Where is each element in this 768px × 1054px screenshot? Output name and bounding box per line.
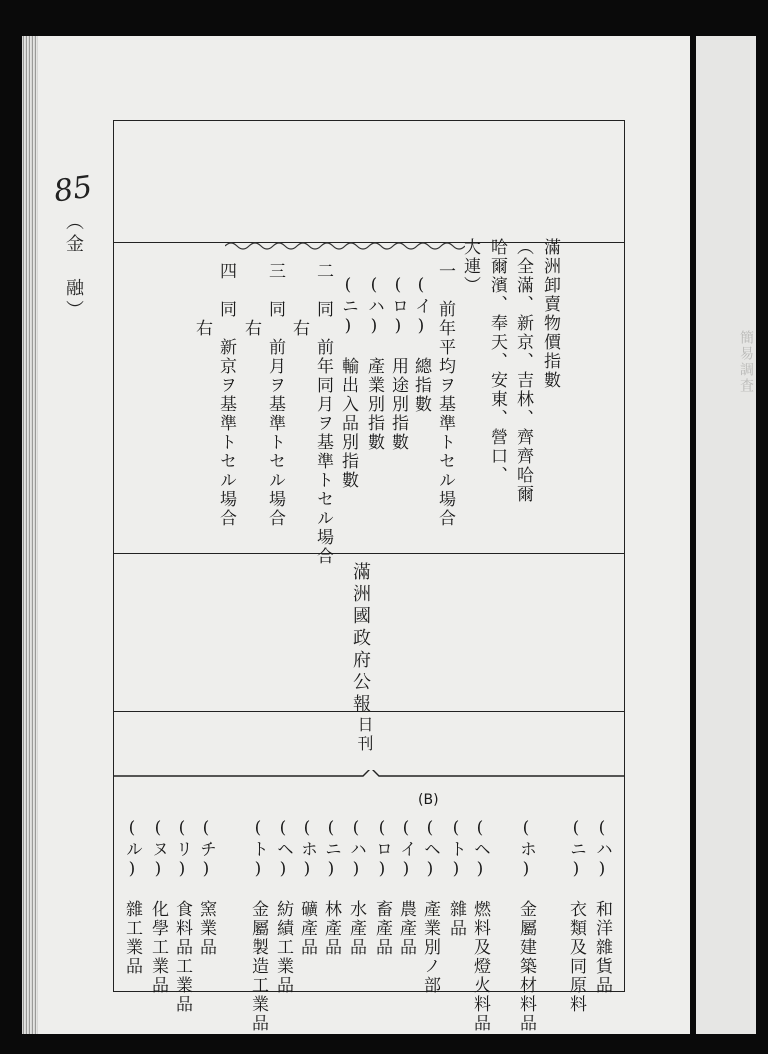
adjacent-page-text: 簡易調査 [738, 330, 754, 394]
b-item-6: (ヘ) 產業別ノ部 [420, 818, 440, 995]
source-publication: 滿洲國政府公報 [350, 562, 371, 716]
b-item-3: (ホ) 金屬建築材料品 [516, 818, 536, 1033]
b-item-7: (イ) 農產品 [396, 818, 416, 957]
section-4: 四 同 新京ヲ基準トセル場合 [216, 262, 236, 528]
subsection-ni: (ニ) 輸出入品別指數 [338, 275, 358, 490]
handwritten-category-label: （金 融） [63, 212, 84, 322]
bracket-line [113, 770, 625, 790]
b-item-14: (チ) 窯業品 [196, 818, 216, 957]
section-1: 一 前年平均ヲ基準トセル場合 [435, 262, 455, 528]
cities-line-2: 哈爾濱、奉天、安東、營口、 [487, 238, 507, 485]
page-edge [22, 36, 38, 1034]
divider-middle [113, 553, 625, 554]
wavy-underline [225, 238, 465, 254]
section-2: 二 同 前年同月ヲ基準トセル場合 [313, 262, 333, 566]
source-edition: 日刊 [355, 716, 374, 754]
cities-line-1: （全滿、新京、吉林、齊齊哈爾 [513, 238, 533, 504]
b-item-10: (ニ) 林產品 [321, 818, 341, 957]
b-item-8: (ロ) 畜產品 [372, 818, 392, 957]
adjacent-page-strip [696, 36, 756, 1034]
title-main: 滿洲卸賣物價指數 [540, 238, 560, 390]
b-item-15: (リ) 食料品工業品 [172, 818, 192, 1014]
cities-line-3: 大連） [460, 238, 480, 295]
b-item-2: (ニ) 衣類及同原料 [566, 818, 586, 1014]
section-2-note: 右 [289, 262, 309, 338]
b-item-9: (ハ) 水產品 [346, 818, 366, 957]
subsection-ha: (ハ) 產業別指數 [364, 275, 384, 452]
section-4-note: 右 [192, 262, 212, 338]
b-item-4: (ヘ) 燃料及燈火料品 [470, 818, 490, 1033]
section-3: 三 同 前月ヲ基準トセル場合 [265, 262, 285, 528]
b-item-17: (ル) 雜工業品 [122, 818, 142, 976]
subsection-ro: (ロ) 用途別指數 [388, 275, 408, 452]
b-item-1: (ハ) 和洋雜貨品 [592, 818, 612, 995]
b-item-5: (ト) 雜品 [446, 818, 466, 938]
b-item-16: (ヌ) 化學工業品 [148, 818, 168, 995]
part-b-label: (B) [418, 792, 439, 808]
subsection-i: (イ) 總指數 [411, 275, 431, 414]
b-item-11: (ホ) 礦產品 [297, 818, 317, 957]
section-3-note: 右 [241, 262, 261, 338]
handwritten-page-number: 85 [51, 169, 95, 210]
b-item-13: (ト) 金屬製造工業品 [248, 818, 268, 1033]
b-item-12: (ヘ) 紡績工業品 [273, 818, 293, 995]
